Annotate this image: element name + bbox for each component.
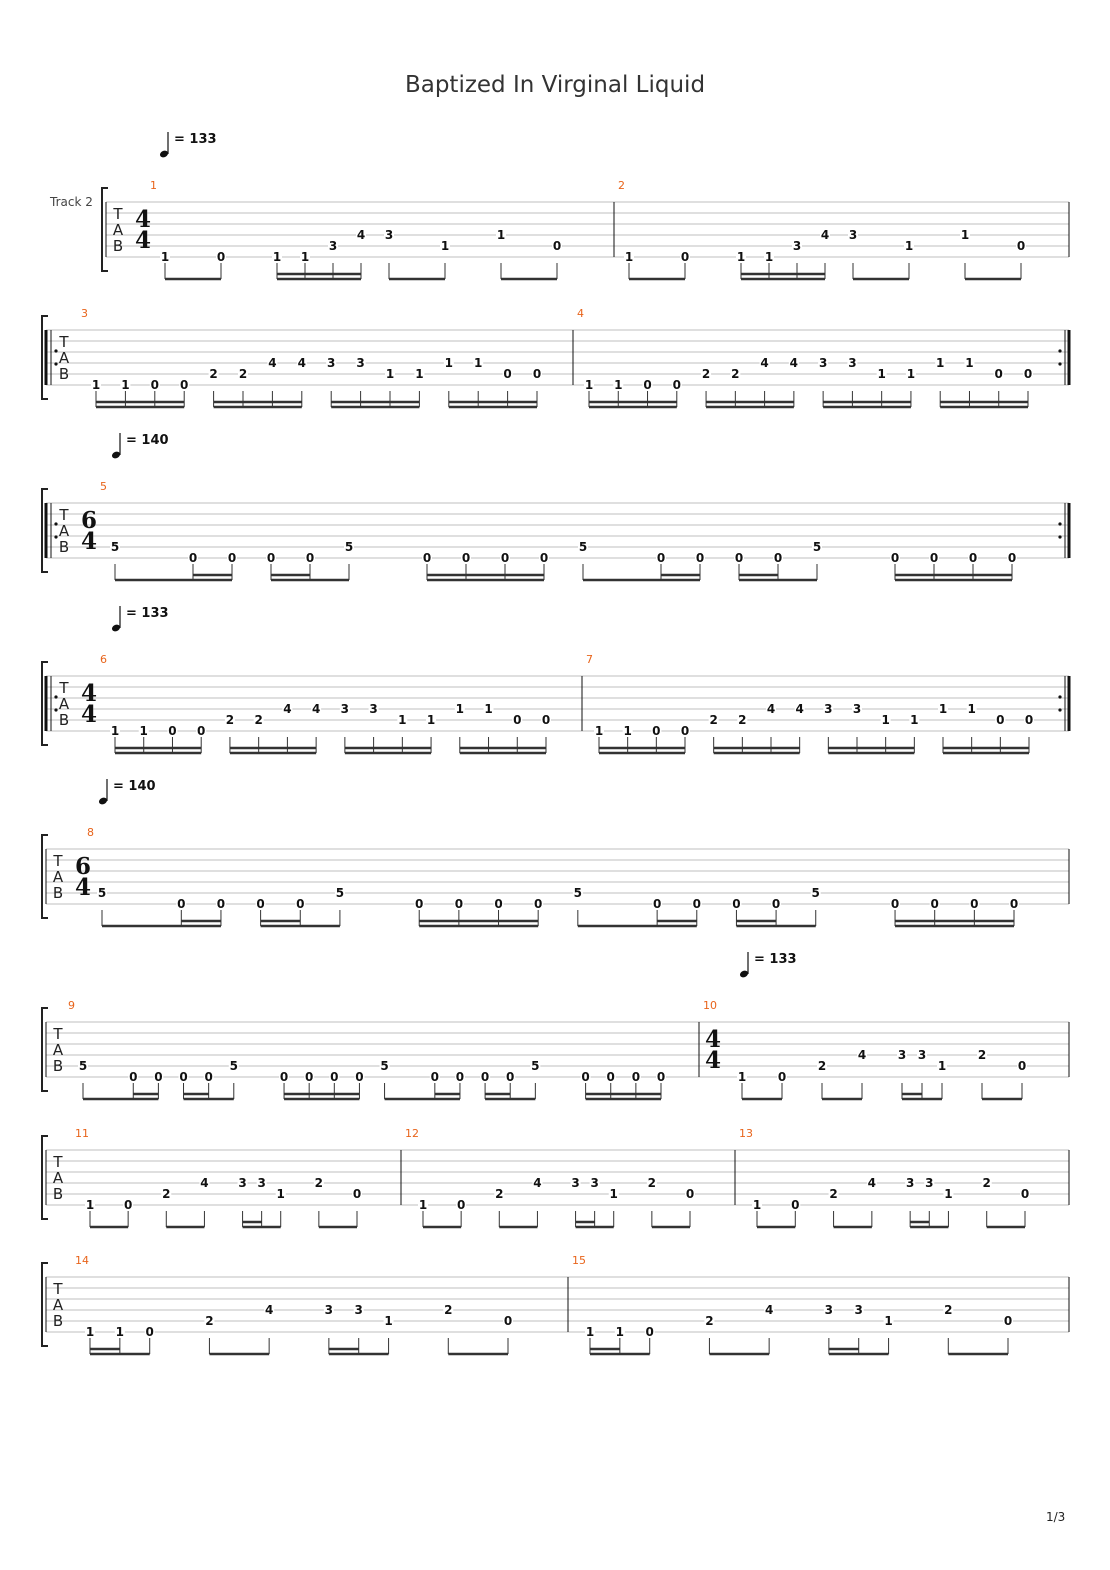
fret-number: 3 [369, 702, 378, 716]
fret-number: 1 [937, 1059, 947, 1073]
measure-number: 5 [100, 480, 107, 493]
fret-number: 2 [701, 367, 711, 381]
fret-number: 0 [1023, 367, 1033, 381]
fret-number: 1 [881, 713, 890, 727]
fret-number: 1 [276, 1187, 285, 1201]
fret-number: 0 [494, 897, 503, 911]
fret-number: 1 [455, 702, 464, 716]
fret-number: 0 [1024, 713, 1034, 727]
fret-number: 0 [179, 1070, 188, 1084]
measure-number: 13 [739, 1127, 753, 1140]
fret-number: 1 [121, 378, 130, 392]
fret-number: 0 [455, 1070, 465, 1084]
system-bracket [42, 1263, 48, 1346]
fret-number: 2 [738, 713, 747, 727]
time-signature-bottom: 4 [704, 1047, 722, 1074]
fret-number: 0 [256, 897, 265, 911]
page-number: 1/3 [1046, 1510, 1066, 1524]
fret-number: 0 [123, 1198, 133, 1212]
fret-number: 2 [225, 713, 235, 727]
repeat-dot [1058, 708, 1061, 711]
fret-number: 0 [188, 551, 198, 565]
fret-number: 0 [180, 378, 189, 392]
fret-number: 0 [692, 897, 701, 911]
tab-clef-b: B [52, 1057, 64, 1075]
fret-number: 0 [643, 378, 652, 392]
fret-number: 0 [330, 1070, 339, 1084]
fret-number: 0 [929, 551, 939, 565]
fret-number: 0 [994, 367, 1003, 381]
time-signature-top: 6 [74, 853, 92, 880]
tempo-marking: = 133 [754, 952, 797, 967]
repeat-dot [54, 708, 57, 711]
fret-number: 4 [356, 228, 366, 242]
fret-number: 2 [977, 1048, 987, 1062]
tab-clef-t: T [59, 333, 69, 351]
fret-number: 0 [352, 1187, 362, 1201]
fret-number: 5 [344, 540, 354, 554]
fret-number: 0 [685, 1187, 695, 1201]
fret-number: 0 [734, 551, 744, 565]
system-bracket [42, 835, 48, 918]
fret-number: 0 [355, 1070, 364, 1084]
fret-number: 3 [824, 702, 833, 716]
score-title: Baptized In Virginal Liquid [404, 72, 706, 98]
time-signature-top: 4 [134, 206, 152, 233]
fret-number: 1 [496, 228, 506, 242]
tab-clef-t: T [59, 506, 69, 524]
fret-number: 2 [709, 713, 718, 727]
fret-number: 0 [145, 1325, 154, 1339]
system-bracket [42, 1136, 48, 1219]
fret-number: 3 [238, 1176, 247, 1190]
fret-number: 1 [764, 250, 774, 264]
fret-number: 1 [884, 1314, 893, 1328]
tab-clef-b: B [58, 365, 70, 383]
fret-number: 0 [150, 378, 159, 392]
fret-number: 1 [139, 724, 148, 738]
fret-number: 2 [944, 1303, 953, 1317]
fret-number: 1 [426, 713, 436, 727]
fret-number: 1 [160, 250, 170, 264]
fret-number: 5 [811, 886, 820, 900]
fret-number: 1 [944, 1187, 953, 1201]
fret-number: 0 [168, 724, 177, 738]
fret-number: 0 [773, 551, 783, 565]
fret-number: 0 [480, 1070, 490, 1084]
fret-number: 3 [925, 1176, 934, 1190]
fret-number: 0 [503, 367, 512, 381]
fret-number: 1 [85, 1325, 95, 1339]
fret-number: 5 [573, 886, 583, 900]
fret-number: 3 [354, 1303, 363, 1317]
fret-number: 1 [585, 1325, 595, 1339]
fret-number: 1 [272, 250, 282, 264]
fret-number: 0 [304, 1070, 314, 1084]
measure-number: 14 [75, 1254, 89, 1267]
fret-number: 1 [736, 250, 746, 264]
fret-number: 2 [209, 367, 218, 381]
fret-number: 1 [415, 367, 424, 381]
fret-number: 2 [162, 1187, 171, 1201]
tab-clef-a: A [58, 522, 70, 540]
fret-number: 0 [656, 1070, 666, 1084]
fret-number: 0 [581, 1070, 590, 1084]
fret-number: 1 [877, 367, 886, 381]
repeat-dot [54, 695, 57, 698]
fret-number: 1 [737, 1070, 747, 1084]
time-signature-top: 6 [80, 507, 98, 534]
tab-clef-b: B [58, 711, 70, 729]
fret-number: 1 [484, 702, 493, 716]
fret-number: 0 [890, 551, 900, 565]
fret-number: 1 [474, 356, 483, 370]
fret-number: 2 [731, 367, 740, 381]
fret-number: 1 [444, 356, 453, 370]
fret-number: 0 [500, 551, 510, 565]
fret-number: 0 [1009, 897, 1019, 911]
fret-number: 0 [1016, 239, 1026, 253]
fret-number: 2 [647, 1176, 657, 1190]
fret-number: 2 [495, 1187, 504, 1201]
fret-number: 0 [430, 1070, 440, 1084]
fret-number: 4 [764, 1303, 774, 1317]
tab-clef-a: A [58, 349, 70, 367]
fret-number: 0 [513, 713, 522, 727]
tempo-marking: = 133 [174, 132, 217, 147]
fret-number: 1 [614, 378, 623, 392]
fret-number: 0 [422, 551, 432, 565]
fret-number: 1 [965, 356, 974, 370]
tab-clef-b: B [112, 237, 124, 255]
fret-number: 0 [177, 897, 186, 911]
fret-number: 0 [539, 551, 549, 565]
fret-number: 0 [456, 1198, 466, 1212]
tab-clef-t: T [53, 1153, 63, 1171]
fret-number: 0 [1007, 551, 1017, 565]
fret-number: 1 [609, 1187, 618, 1201]
fret-number: 4 [268, 356, 277, 370]
fret-number: 1 [440, 239, 450, 253]
measure-number: 10 [703, 999, 717, 1012]
fret-number: 5 [97, 886, 107, 900]
fret-number: 3 [848, 228, 858, 242]
tab-clef-t: T [53, 1025, 63, 1043]
measure-number: 7 [586, 653, 593, 666]
fret-number: 5 [229, 1059, 238, 1073]
fret-number: 0 [930, 897, 939, 911]
fret-number: 0 [771, 897, 781, 911]
fret-number: 1 [584, 378, 594, 392]
fret-number: 3 [327, 356, 336, 370]
fret-number: 0 [680, 724, 690, 738]
fret-number: 1 [752, 1198, 762, 1212]
fret-number: 4 [789, 356, 799, 370]
fret-number: 3 [917, 1048, 927, 1062]
fret-number: 1 [594, 724, 604, 738]
fret-number: 2 [829, 1187, 838, 1201]
repeat-dot [54, 349, 57, 352]
fret-number: 2 [444, 1303, 453, 1317]
fret-number: 0 [154, 1070, 163, 1084]
tab-clef-a: A [112, 221, 124, 239]
tempo-marking: = 140 [126, 433, 169, 448]
fret-number: 1 [418, 1198, 428, 1212]
measure-number: 8 [87, 826, 94, 839]
fret-number: 4 [766, 702, 776, 716]
fret-number: 0 [890, 897, 900, 911]
fret-number: 0 [652, 724, 661, 738]
fret-number: 4 [533, 1176, 542, 1190]
fret-number: 2 [314, 1176, 324, 1190]
fret-number: 2 [817, 1059, 827, 1073]
fret-number: 4 [760, 356, 769, 370]
fret-number: 0 [461, 551, 471, 565]
fret-number: 2 [238, 367, 248, 381]
fret-number: 1 [904, 239, 914, 253]
fret-number: 0 [732, 897, 741, 911]
tab-clef-t: T [53, 1280, 63, 1298]
fret-number: 0 [777, 1070, 787, 1084]
tempo-marking: = 140 [113, 779, 156, 794]
fret-number: 0 [533, 897, 543, 911]
fret-number: 0 [631, 1070, 641, 1084]
fret-number: 0 [415, 897, 424, 911]
system-bracket [102, 188, 108, 271]
fret-number: 0 [305, 551, 315, 565]
fret-number: 1 [938, 702, 948, 716]
fret-number: 4 [311, 702, 321, 716]
time-signature-bottom: 4 [134, 227, 152, 254]
repeat-dot [1058, 695, 1061, 698]
time-signature-top: 4 [704, 1026, 722, 1053]
fret-number: 1 [110, 724, 120, 738]
repeat-dot [1058, 362, 1061, 365]
fret-number: 1 [615, 1325, 625, 1339]
fret-number: 0 [552, 239, 562, 253]
repeat-dot [54, 522, 57, 525]
tab-clef-b: B [52, 1185, 64, 1203]
measure-number: 12 [405, 1127, 419, 1140]
fret-number: 0 [216, 897, 226, 911]
fret-number: 0 [656, 551, 666, 565]
tab-clef-b: B [52, 1312, 64, 1330]
fret-number: 0 [1020, 1187, 1030, 1201]
tab-clef-b: B [52, 884, 64, 902]
fret-number: 5 [578, 540, 588, 554]
measure-number: 6 [100, 653, 107, 666]
fret-number: 0 [645, 1325, 654, 1339]
tab-clef-a: A [52, 1169, 64, 1187]
fret-number: 1 [300, 250, 310, 264]
fret-number: 0 [680, 250, 690, 264]
repeat-dot [1058, 535, 1061, 538]
fret-number: 0 [606, 1070, 615, 1084]
time-signature-bottom: 4 [80, 528, 98, 555]
fret-number: 3 [792, 239, 802, 253]
tab-clef-b: B [58, 538, 70, 556]
fret-number: 0 [672, 378, 681, 392]
fret-number: 2 [205, 1314, 214, 1328]
fret-number: 4 [857, 1048, 867, 1062]
tab-clef-a: A [52, 1041, 64, 1059]
fret-number: 0 [506, 1070, 515, 1084]
fret-number: 3 [257, 1176, 266, 1190]
fret-number: 0 [791, 1198, 800, 1212]
fret-number: 1 [115, 1325, 125, 1339]
fret-number: 0 [129, 1070, 138, 1084]
fret-number: 3 [818, 356, 828, 370]
fret-number: 1 [936, 356, 945, 370]
fret-number: 1 [623, 724, 632, 738]
system-bracket [42, 1008, 48, 1091]
fret-number: 0 [216, 250, 226, 264]
repeat-dot [54, 362, 57, 365]
time-signature-top: 4 [80, 680, 98, 707]
fret-number: 4 [820, 228, 830, 242]
fret-number: 0 [454, 897, 464, 911]
fret-number: 3 [340, 702, 350, 716]
fret-number: 4 [867, 1176, 877, 1190]
fret-number: 3 [848, 356, 857, 370]
fret-number: 0 [279, 1070, 289, 1084]
fret-number: 4 [795, 702, 804, 716]
measure-number: 3 [81, 307, 88, 320]
fret-number: 2 [254, 713, 263, 727]
fret-number: 1 [910, 713, 919, 727]
fret-number: 1 [960, 228, 970, 242]
measure-number: 11 [75, 1127, 89, 1140]
fret-number: 0 [503, 1314, 513, 1328]
fret-number: 1 [624, 250, 634, 264]
tab-clef-t: T [59, 679, 69, 697]
fret-number: 0 [204, 1070, 213, 1084]
tab-clef-t: T [113, 205, 123, 223]
fret-number: 3 [590, 1176, 599, 1190]
fret-number: 1 [385, 367, 395, 381]
measure-number: 15 [572, 1254, 586, 1267]
fret-number: 0 [695, 551, 705, 565]
fret-number: 0 [1003, 1314, 1013, 1328]
tab-clef-a: A [52, 1296, 64, 1314]
fret-number: 1 [85, 1198, 95, 1212]
fret-number: 0 [266, 551, 276, 565]
fret-number: 3 [324, 1303, 334, 1317]
fret-number: 3 [328, 239, 338, 253]
fret-number: 2 [982, 1176, 991, 1190]
fret-number: 0 [996, 713, 1005, 727]
repeat-dot [1058, 522, 1061, 525]
measure-number: 9 [68, 999, 75, 1012]
fret-number: 5 [531, 1059, 540, 1073]
fret-number: 3 [897, 1048, 907, 1062]
time-signature-bottom: 4 [74, 874, 92, 901]
fret-number: 0 [541, 713, 551, 727]
tab-clef-a: A [52, 868, 64, 886]
fret-number: 3 [571, 1176, 580, 1190]
fret-number: 0 [1017, 1059, 1027, 1073]
tempo-marking: = 133 [126, 606, 169, 621]
fret-number: 1 [384, 1314, 393, 1328]
measure-number: 4 [577, 307, 584, 320]
fret-number: 0 [968, 551, 978, 565]
fret-number: 3 [852, 702, 862, 716]
fret-number: 4 [264, 1303, 274, 1317]
fret-number: 5 [110, 540, 120, 554]
fret-number: 0 [197, 724, 206, 738]
fret-number: 1 [967, 702, 976, 716]
fret-number: 5 [380, 1059, 389, 1073]
fret-number: 0 [652, 897, 662, 911]
fret-number: 0 [296, 897, 305, 911]
fret-number: 5 [812, 540, 822, 554]
fret-number: 3 [905, 1176, 915, 1190]
fret-number: 2 [705, 1314, 714, 1328]
fret-number: 0 [970, 897, 979, 911]
track-label: Track 2 [50, 195, 93, 209]
fret-number: 4 [200, 1176, 209, 1190]
fret-number: 3 [384, 228, 394, 242]
fret-number: 0 [532, 367, 542, 381]
fret-number: 3 [824, 1303, 834, 1317]
fret-number: 5 [335, 886, 345, 900]
fret-number: 5 [78, 1059, 88, 1073]
tab-clef-t: T [53, 852, 63, 870]
fret-number: 3 [356, 356, 365, 370]
fret-number: 1 [91, 378, 101, 392]
tab-clef-a: A [58, 695, 70, 713]
measure-number: 2 [618, 179, 625, 192]
repeat-dot [54, 535, 57, 538]
measure-number: 1 [150, 179, 157, 192]
time-signature-bottom: 4 [80, 701, 98, 728]
fret-number: 4 [283, 702, 292, 716]
fret-number: 1 [906, 367, 916, 381]
repeat-dot [1058, 349, 1061, 352]
fret-number: 1 [398, 713, 407, 727]
fret-number: 4 [297, 356, 306, 370]
fret-number: 3 [854, 1303, 863, 1317]
fret-number: 0 [227, 551, 237, 565]
